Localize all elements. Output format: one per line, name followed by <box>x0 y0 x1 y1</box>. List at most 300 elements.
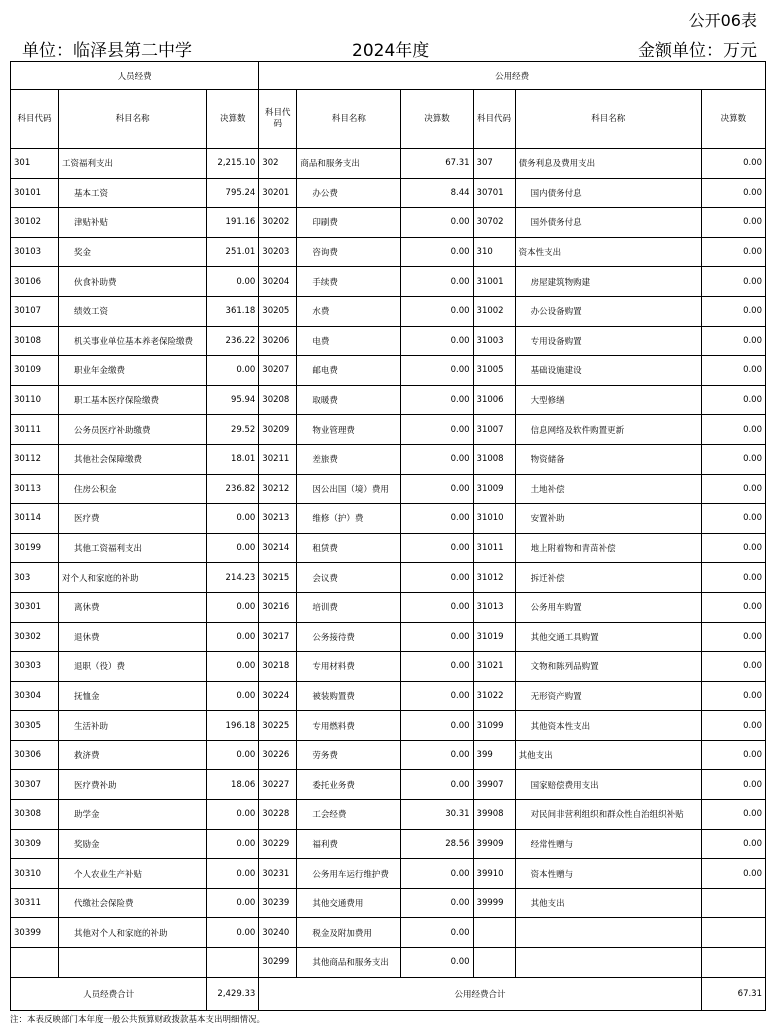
cell-code: 30310 <box>11 859 59 889</box>
cell-name: 印刷费 <box>297 208 401 238</box>
year-label: 2024年度 <box>352 41 430 61</box>
cell-amount: 0.00 <box>401 533 473 563</box>
cell-amount: 0.00 <box>701 178 765 208</box>
col-name-1: 科目名称 <box>59 90 207 149</box>
col-code-3: 科目代码 <box>473 90 515 149</box>
col-code-2: 科目代码 <box>259 90 297 149</box>
amount-unit: 金额单位：万元 <box>638 41 757 61</box>
cell-name: 被装购置费 <box>297 681 401 711</box>
cell-amount: 0.00 <box>207 859 259 889</box>
cell-name: 其他资本性支出 <box>515 711 701 741</box>
cell-name: 其他支出 <box>515 740 701 770</box>
cell-code: 30213 <box>259 504 297 534</box>
cell-name: 办公费 <box>297 178 401 208</box>
cell-amount: 0.00 <box>701 770 765 800</box>
cell-name <box>59 948 207 978</box>
cell-code: 31006 <box>473 385 515 415</box>
cell-code: 30239 <box>259 888 297 918</box>
cell-amount: 28.56 <box>401 829 473 859</box>
cell-code: 30228 <box>259 800 297 830</box>
cell-amount: 0.00 <box>701 504 765 534</box>
cell-amount: 191.16 <box>207 208 259 238</box>
section-public: 公用经费 <box>259 62 766 90</box>
cell-name: 抚恤金 <box>59 681 207 711</box>
cell-name: 安置补助 <box>515 504 701 534</box>
cell-amount: 0.00 <box>701 800 765 830</box>
cell-code: 30209 <box>259 415 297 445</box>
table-row <box>11 800 766 830</box>
cell-code: 30225 <box>259 711 297 741</box>
cell-amount: 0.00 <box>701 740 765 770</box>
cell-code: 31022 <box>473 681 515 711</box>
cell-amount: 0.00 <box>207 800 259 830</box>
cell-name: 机关事业单位基本养老保险缴费 <box>59 326 207 356</box>
cell-amount: 0.00 <box>701 652 765 682</box>
cell-name: 生活补助 <box>59 711 207 741</box>
cell-amount: 214.23 <box>207 563 259 593</box>
table-row <box>11 592 766 622</box>
cell-name <box>515 918 701 948</box>
cell-name: 工资福利支出 <box>59 149 207 179</box>
personnel-total-label: 人员经费合计 <box>11 977 207 1010</box>
cell-name: 土地补偿 <box>515 474 701 504</box>
cell-name: 文物和陈列品购置 <box>515 652 701 682</box>
table-row <box>11 237 766 267</box>
cell-amount: 0.00 <box>701 385 765 415</box>
cell-name: 公务用车购置 <box>515 592 701 622</box>
cell-amount: 0.00 <box>207 652 259 682</box>
cell-code: 30107 <box>11 296 59 326</box>
cell-code: 30112 <box>11 444 59 474</box>
cell-amount: 0.00 <box>401 918 473 948</box>
cell-amount: 0.00 <box>401 681 473 711</box>
cell-code: 30306 <box>11 740 59 770</box>
cell-amount: 0.00 <box>207 356 259 386</box>
cell-amount: 361.18 <box>207 296 259 326</box>
cell-name: 信息网络及软件购置更新 <box>515 415 701 445</box>
cell-code: 31008 <box>473 444 515 474</box>
cell-amount: 0.00 <box>401 237 473 267</box>
cell-code: 30217 <box>259 622 297 652</box>
cell-name: 职业年金缴费 <box>59 356 207 386</box>
cell-amount: 18.06 <box>207 770 259 800</box>
table-row <box>11 948 766 978</box>
cell-name: 电费 <box>297 326 401 356</box>
table-row <box>11 622 766 652</box>
table-row <box>11 711 766 741</box>
cell-name: 伙食补助费 <box>59 267 207 297</box>
cell-name: 绩效工资 <box>59 296 207 326</box>
cell-amount: 0.00 <box>207 504 259 534</box>
cell-amount: 0.00 <box>401 622 473 652</box>
personnel-total-value: 2,429.33 <box>207 977 259 1010</box>
cell-name: 个人农业生产补贴 <box>59 859 207 889</box>
unit-label: 单位：临泽县第二中学 <box>22 41 192 61</box>
cell-name: 其他支出 <box>515 888 701 918</box>
cell-amount: 236.22 <box>207 326 259 356</box>
cell-code: 30216 <box>259 592 297 622</box>
cell-code: 303 <box>11 563 59 593</box>
table-row <box>11 829 766 859</box>
cell-code: 31009 <box>473 474 515 504</box>
cell-code: 30701 <box>473 178 515 208</box>
cell-name: 国外债务付息 <box>515 208 701 238</box>
cell-name: 委托业务费 <box>297 770 401 800</box>
cell-code: 39909 <box>473 829 515 859</box>
cell-code: 30109 <box>11 356 59 386</box>
cell-amount: 0.00 <box>701 237 765 267</box>
cell-code: 31005 <box>473 356 515 386</box>
cell-code: 30201 <box>259 178 297 208</box>
cell-code: 30224 <box>259 681 297 711</box>
cell-amount: 196.18 <box>207 711 259 741</box>
cell-name: 其他对个人和家庭的补助 <box>59 918 207 948</box>
table-row <box>11 296 766 326</box>
cell-name: 其他交通费用 <box>297 888 401 918</box>
cell-amount: 0.00 <box>701 711 765 741</box>
cell-code: 30102 <box>11 208 59 238</box>
cell-code: 31007 <box>473 415 515 445</box>
cell-code: 30211 <box>259 444 297 474</box>
cell-amount: 0.00 <box>207 740 259 770</box>
cell-name: 邮电费 <box>297 356 401 386</box>
col-code-1: 科目代码 <box>11 90 59 149</box>
cell-code: 30101 <box>11 178 59 208</box>
cell-name: 因公出国（境）费用 <box>297 474 401 504</box>
cell-name: 办公设备购置 <box>515 296 701 326</box>
cell-name: 维修（护）费 <box>297 504 401 534</box>
cell-name: 经常性赠与 <box>515 829 701 859</box>
cell-amount: 95.94 <box>207 385 259 415</box>
cell-code: 31099 <box>473 711 515 741</box>
cell-amount: 2,215.10 <box>207 149 259 179</box>
public-total-label: 公用经费合计 <box>259 977 702 1010</box>
cell-code: 31010 <box>473 504 515 534</box>
cell-code: 30214 <box>259 533 297 563</box>
cell-code: 30204 <box>259 267 297 297</box>
cell-name <box>515 948 701 978</box>
cell-code: 30307 <box>11 770 59 800</box>
section-personnel: 人员经费 <box>11 62 259 90</box>
cell-name: 税金及附加费用 <box>297 918 401 948</box>
cell-name: 资本性赠与 <box>515 859 701 889</box>
table-row <box>11 918 766 948</box>
cell-amount: 0.00 <box>701 592 765 622</box>
cell-amount: 0.00 <box>701 415 765 445</box>
cell-name: 津贴补贴 <box>59 208 207 238</box>
cell-name: 商品和服务支出 <box>297 149 401 179</box>
cell-name: 债务利息及费用支出 <box>515 149 701 179</box>
cell-code: 30304 <box>11 681 59 711</box>
cell-amount: 0.00 <box>207 533 259 563</box>
table-row <box>11 178 766 208</box>
cell-name: 其他社会保障缴费 <box>59 444 207 474</box>
cell-amount <box>701 948 765 978</box>
cell-amount: 795.24 <box>207 178 259 208</box>
cell-name: 其他工资福利支出 <box>59 533 207 563</box>
cell-name: 基本工资 <box>59 178 207 208</box>
cell-amount: 0.00 <box>207 681 259 711</box>
cell-code: 30203 <box>259 237 297 267</box>
cell-amount: 0.00 <box>701 829 765 859</box>
cell-name: 工会经费 <box>297 800 401 830</box>
cell-amount: 0.00 <box>401 948 473 978</box>
cell-amount <box>701 888 765 918</box>
cell-code: 39907 <box>473 770 515 800</box>
cell-code: 31019 <box>473 622 515 652</box>
table-row <box>11 356 766 386</box>
cell-amount: 0.00 <box>701 444 765 474</box>
cell-name: 救济费 <box>59 740 207 770</box>
cell-amount: 8.44 <box>401 178 473 208</box>
cell-name: 国内债务付息 <box>515 178 701 208</box>
cell-code: 30218 <box>259 652 297 682</box>
cell-name: 国家赔偿费用支出 <box>515 770 701 800</box>
cell-amount: 0.00 <box>701 326 765 356</box>
cell-amount: 0.00 <box>401 444 473 474</box>
cell-amount: 0.00 <box>401 740 473 770</box>
cell-code: 30103 <box>11 237 59 267</box>
form-number: 公开06表 <box>688 11 757 30</box>
cell-name: 对个人和家庭的补助 <box>59 563 207 593</box>
cell-amount: 0.00 <box>401 563 473 593</box>
cell-code: 39999 <box>473 888 515 918</box>
footnote: 注：本表反映部门本年度一般公共预算财政拨款基本支出明细情况。 <box>10 1015 266 1025</box>
cell-amount: 0.00 <box>207 267 259 297</box>
cell-name: 拆迁补偿 <box>515 563 701 593</box>
table-row <box>11 740 766 770</box>
cell-code: 30202 <box>259 208 297 238</box>
cell-name: 奖金 <box>59 237 207 267</box>
expenditure-table <box>10 61 766 1011</box>
cell-code: 31002 <box>473 296 515 326</box>
cell-code <box>473 948 515 978</box>
table-row <box>11 444 766 474</box>
cell-amount: 0.00 <box>401 652 473 682</box>
cell-name: 物业管理费 <box>297 415 401 445</box>
col-amount-1: 决算数 <box>207 90 259 149</box>
cell-amount: 236.82 <box>207 474 259 504</box>
cell-name: 大型修缮 <box>515 385 701 415</box>
table-row <box>11 415 766 445</box>
cell-code: 30212 <box>259 474 297 504</box>
col-name-2: 科目名称 <box>297 90 401 149</box>
cell-code: 30702 <box>473 208 515 238</box>
cell-name: 差旅费 <box>297 444 401 474</box>
cell-code: 307 <box>473 149 515 179</box>
table-row <box>11 208 766 238</box>
cell-code: 31021 <box>473 652 515 682</box>
cell-amount: 0.00 <box>401 770 473 800</box>
cell-name: 医疗费 <box>59 504 207 534</box>
cell-code: 30311 <box>11 888 59 918</box>
cell-code: 39910 <box>473 859 515 889</box>
public-total-value: 67.31 <box>701 977 765 1010</box>
table-row <box>11 533 766 563</box>
cell-amount: 0.00 <box>401 208 473 238</box>
cell-code: 30205 <box>259 296 297 326</box>
cell-amount: 0.00 <box>401 385 473 415</box>
cell-name: 取暖费 <box>297 385 401 415</box>
cell-name: 医疗费补助 <box>59 770 207 800</box>
cell-name: 劳务费 <box>297 740 401 770</box>
cell-code <box>11 948 59 978</box>
cell-code: 310 <box>473 237 515 267</box>
cell-amount: 67.31 <box>401 149 473 179</box>
cell-code: 301 <box>11 149 59 179</box>
col-amount-2: 决算数 <box>401 90 473 149</box>
cell-name: 奖励金 <box>59 829 207 859</box>
cell-name: 无形资产购置 <box>515 681 701 711</box>
table-row <box>11 888 766 918</box>
cell-amount: 0.00 <box>207 622 259 652</box>
cell-code: 31011 <box>473 533 515 563</box>
cell-amount: 0.00 <box>401 326 473 356</box>
col-name-3: 科目名称 <box>515 90 701 149</box>
table-row <box>11 504 766 534</box>
cell-name: 对民间非营利组织和群众性自治组织补贴 <box>515 800 701 830</box>
cell-name: 公务接待费 <box>297 622 401 652</box>
cell-name: 会议费 <box>297 563 401 593</box>
cell-amount: 0.00 <box>401 859 473 889</box>
table-row <box>11 267 766 297</box>
cell-amount: 0.00 <box>701 533 765 563</box>
cell-code: 30227 <box>259 770 297 800</box>
cell-code: 30106 <box>11 267 59 297</box>
cell-code: 30302 <box>11 622 59 652</box>
cell-code: 30208 <box>259 385 297 415</box>
cell-amount: 0.00 <box>207 918 259 948</box>
cell-code: 30113 <box>11 474 59 504</box>
cell-name: 专用材料费 <box>297 652 401 682</box>
cell-code: 30108 <box>11 326 59 356</box>
cell-amount: 30.31 <box>401 800 473 830</box>
cell-name: 离休费 <box>59 592 207 622</box>
table-row <box>11 385 766 415</box>
cell-amount: 0.00 <box>401 711 473 741</box>
cell-name: 专用燃料费 <box>297 711 401 741</box>
cell-code: 399 <box>473 740 515 770</box>
table-row <box>11 652 766 682</box>
cell-name: 地上附着物和青苗补偿 <box>515 533 701 563</box>
cell-code: 30207 <box>259 356 297 386</box>
table-row <box>11 326 766 356</box>
cell-amount: 0.00 <box>207 829 259 859</box>
cell-amount: 29.52 <box>207 415 259 445</box>
cell-name: 资本性支出 <box>515 237 701 267</box>
cell-amount: 0.00 <box>701 859 765 889</box>
cell-code: 31012 <box>473 563 515 593</box>
cell-code: 30110 <box>11 385 59 415</box>
cell-amount: 0.00 <box>701 267 765 297</box>
cell-name: 退职（役）费 <box>59 652 207 682</box>
cell-amount <box>207 948 259 978</box>
table-row <box>11 681 766 711</box>
cell-name: 培训费 <box>297 592 401 622</box>
cell-code: 31001 <box>473 267 515 297</box>
cell-code: 30215 <box>259 563 297 593</box>
cell-name: 代缴社会保险费 <box>59 888 207 918</box>
cell-amount: 0.00 <box>701 474 765 504</box>
cell-code: 31013 <box>473 592 515 622</box>
cell-code: 31003 <box>473 326 515 356</box>
cell-amount: 0.00 <box>401 356 473 386</box>
cell-amount: 0.00 <box>401 592 473 622</box>
cell-amount: 18.01 <box>207 444 259 474</box>
cell-code: 302 <box>259 149 297 179</box>
cell-code: 30231 <box>259 859 297 889</box>
cell-code: 30305 <box>11 711 59 741</box>
cell-amount: 0.00 <box>701 356 765 386</box>
cell-amount: 0.00 <box>207 592 259 622</box>
cell-code: 30240 <box>259 918 297 948</box>
cell-name: 公务用车运行维护费 <box>297 859 401 889</box>
cell-name: 物资储备 <box>515 444 701 474</box>
cell-name: 福利费 <box>297 829 401 859</box>
cell-amount: 0.00 <box>207 888 259 918</box>
cell-code: 30309 <box>11 829 59 859</box>
cell-amount: 0.00 <box>401 474 473 504</box>
cell-amount: 0.00 <box>401 504 473 534</box>
cell-amount: 0.00 <box>701 296 765 326</box>
cell-code: 30301 <box>11 592 59 622</box>
cell-amount: 251.01 <box>207 237 259 267</box>
cell-name: 手续费 <box>297 267 401 297</box>
cell-code: 39908 <box>473 800 515 830</box>
table-row <box>11 563 766 593</box>
cell-code <box>473 918 515 948</box>
cell-name: 水费 <box>297 296 401 326</box>
cell-code: 30308 <box>11 800 59 830</box>
cell-code: 30299 <box>259 948 297 978</box>
cell-name: 其他交通工具购置 <box>515 622 701 652</box>
cell-amount: 0.00 <box>401 296 473 326</box>
cell-code: 30399 <box>11 918 59 948</box>
table-row <box>11 474 766 504</box>
col-amount-3: 决算数 <box>701 90 765 149</box>
cell-name: 基础设施建设 <box>515 356 701 386</box>
cell-amount: 0.00 <box>701 622 765 652</box>
cell-amount: 0.00 <box>701 563 765 593</box>
cell-code: 30229 <box>259 829 297 859</box>
cell-name: 咨询费 <box>297 237 401 267</box>
cell-name: 租赁费 <box>297 533 401 563</box>
cell-amount: 0.00 <box>401 415 473 445</box>
cell-code: 30303 <box>11 652 59 682</box>
cell-name: 房屋建筑物购建 <box>515 267 701 297</box>
cell-name: 住房公积金 <box>59 474 207 504</box>
cell-name: 专用设备购置 <box>515 326 701 356</box>
cell-amount <box>701 918 765 948</box>
cell-code: 30226 <box>259 740 297 770</box>
cell-amount: 0.00 <box>701 149 765 179</box>
table-row <box>11 859 766 889</box>
cell-name: 其他商品和服务支出 <box>297 948 401 978</box>
table-row <box>11 770 766 800</box>
cell-amount: 0.00 <box>401 267 473 297</box>
cell-name: 退休费 <box>59 622 207 652</box>
cell-code: 30111 <box>11 415 59 445</box>
cell-amount: 0.00 <box>401 888 473 918</box>
cell-code: 30206 <box>259 326 297 356</box>
cell-name: 助学金 <box>59 800 207 830</box>
cell-code: 30199 <box>11 533 59 563</box>
cell-name: 职工基本医疗保险缴费 <box>59 385 207 415</box>
cell-name: 公务员医疗补助缴费 <box>59 415 207 445</box>
cell-amount: 0.00 <box>701 681 765 711</box>
table-row <box>11 149 766 179</box>
cell-code: 30114 <box>11 504 59 534</box>
